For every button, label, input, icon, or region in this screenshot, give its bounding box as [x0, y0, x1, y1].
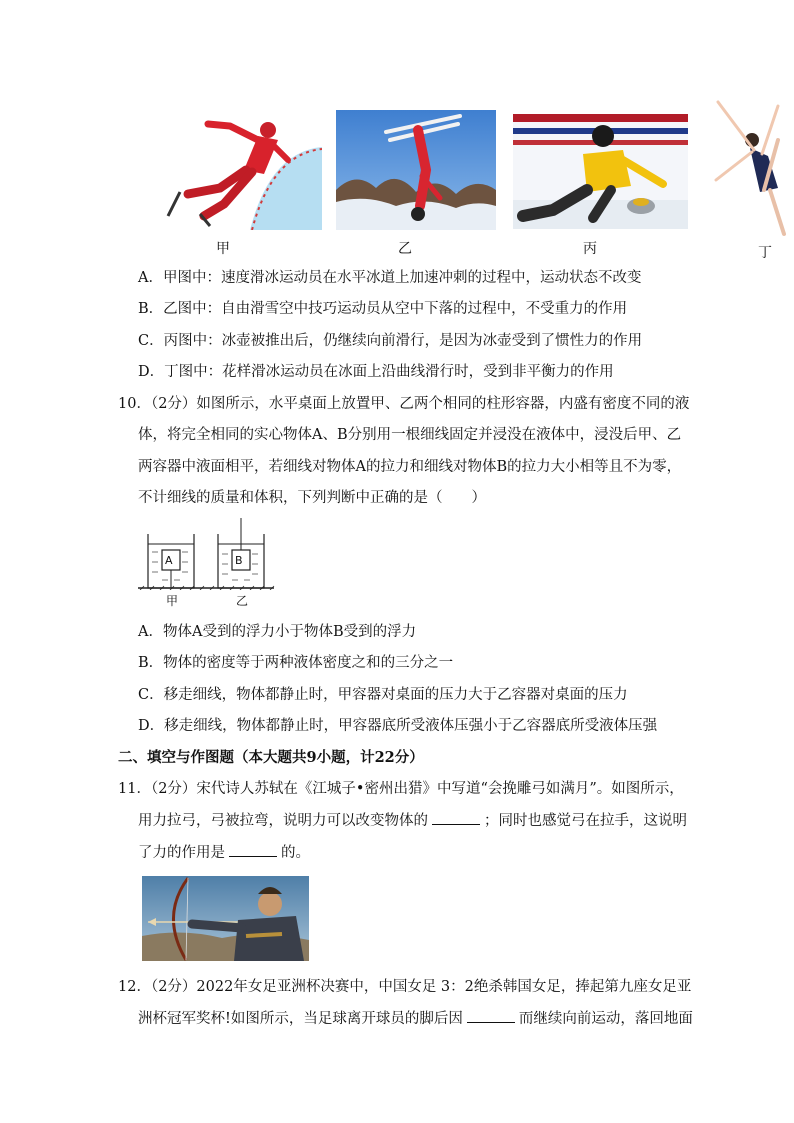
- caption-jia: 甲: [216, 241, 230, 257]
- caption-ding: 丁: [758, 245, 772, 261]
- q11-line-3: [138, 842, 310, 863]
- freestyle-skiing-photo: [336, 110, 496, 230]
- q12-line-2: [138, 1008, 693, 1029]
- container-jia-label: 甲: [166, 594, 179, 608]
- q10-stem-line-3: 两容器中液面相平，若细线对物体A的拉力和细线对物体B的拉力大小相等且不为零，: [138, 459, 682, 475]
- block-a-label: A: [165, 554, 173, 567]
- q11-answer-blank-1[interactable]: [432, 810, 480, 825]
- q10-stem-line-2: 体，将完全相同的实心物体A、B分别用一根细线固定并浸没在液体中，浸没后甲、乙: [138, 427, 682, 443]
- q11-line-1: 11．（2分）宋代诗人苏轼在《江城子•密州出猎》中写道“会挽雕弓如满月”。如图所示，: [118, 781, 684, 797]
- q11-answer-blank-2[interactable]: [229, 842, 277, 857]
- q9-option-c: C．丙图中：冰壶被推出后，仍继续向前滑行，是因为冰壶受到了惯性力的作用: [138, 333, 643, 349]
- q11-line-2-text-b: ；同时也感觉弓在拉手，这说明: [484, 813, 687, 829]
- q11-line-2-text-a: 用力拉弓，弓被拉弯，说明力可以改变物体的: [138, 813, 428, 829]
- section-2-title: 二、填空与作图题（本大题共9小题，计22分）: [118, 749, 424, 766]
- q9-option-b: B．乙图中：自由滑雪空中技巧运动员从空中下落的过程中，不受重力的作用: [138, 301, 628, 317]
- q10-stem-line-4: 不计细线的质量和体积，下列判断中正确的是（ ）: [138, 490, 486, 506]
- caption-bing: 丙: [583, 241, 597, 257]
- q10-option-c: C．移走细线，物体都静止时，甲容器对桌面的压力大于乙容器对桌面的压力: [138, 687, 628, 703]
- caption-yi: 乙: [398, 241, 412, 257]
- speed-skating-photo: [160, 112, 322, 230]
- q10-option-b: B．物体的密度等于两种液体密度之和的三分之一: [138, 655, 454, 671]
- q12-answer-blank-1[interactable]: [467, 1008, 515, 1023]
- q12-line-2-text-b: 而继续向前运动，落回地面: [518, 1011, 693, 1027]
- q10-option-d: D．移走细线，物体都静止时，甲容器底所受液体压强小于乙容器底所受液体压强: [138, 718, 658, 734]
- q10-option-a: A．物体A受到的浮力小于物体B受到的浮力: [138, 624, 417, 640]
- q12-line-1: 12．（2分）2022年女足亚洲杯决赛中，中国女足 3：2绝杀韩国女足，捧起第九座女足亚: [118, 979, 692, 995]
- container-yi-label: 乙: [236, 594, 249, 608]
- q10-stem-line-1: 10．（2分）如图所示，水平桌面上放置甲、乙两个相同的柱形容器，内盛有密度不同的液: [118, 396, 690, 412]
- figure-skating-photo: [712, 100, 794, 240]
- archer-photo: [142, 876, 309, 961]
- q9-option-d: D．丁图中：花样滑冰运动员在冰面上沿曲线滑行时，受到非平衡力的作用: [138, 364, 614, 380]
- block-b-label: B: [235, 554, 243, 567]
- q12-line-2-text-a: 洲杯冠军奖杯!如图所示，当足球离开球员的脚后因: [138, 1011, 463, 1027]
- q9-option-a: A．甲图中：速度滑冰运动员在水平冰道上加速冲刺的过程中，运动状态不改变: [138, 270, 642, 286]
- q10-container-diagram: [136, 518, 276, 610]
- q11-line-3-text-b: 的。: [281, 845, 310, 861]
- q11-line-3-text-a: 了力的作用是: [138, 845, 225, 861]
- q11-line-2: [138, 810, 687, 831]
- curling-photo: [513, 114, 688, 229]
